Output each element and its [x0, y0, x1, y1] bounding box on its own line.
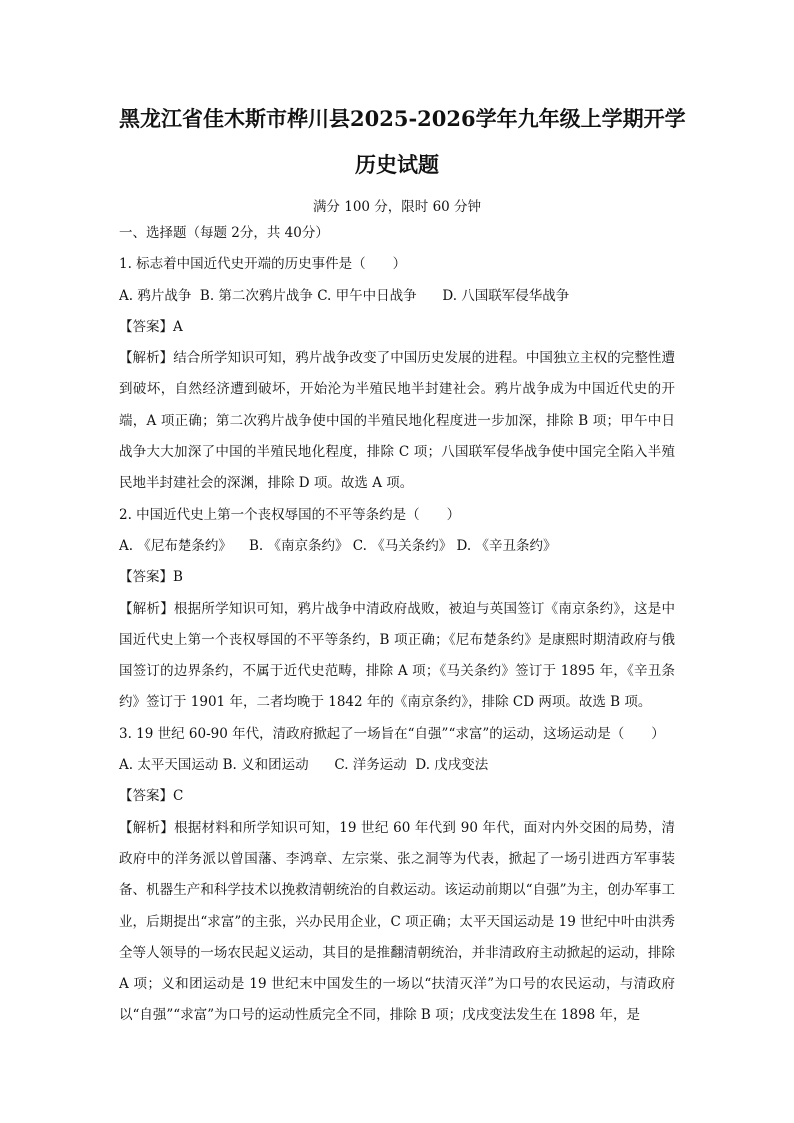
document-title-line-1: 黑龙江省佳木斯市桦川县2025-2026学年九年级上学期开学	[119, 106, 686, 131]
question-1	[119, 249, 675, 499]
section-heading: 一、选择题（每题 2分，共 40分）	[119, 225, 329, 241]
question-2	[119, 500, 675, 719]
question-options: A. 鸦片战争 B. 第二次鸦片战争 C. 甲午中日战争 D. 八国联军侵华战争	[119, 287, 570, 304]
document-title-line-2: 历史试题	[355, 152, 439, 177]
analysis: 【解析】结合所学知识可知，鸦片战争改变了中国历史发展的进程。中国独立主权的完整性遭到破坏，自然经济遭到破坏，开始沦为半殖民地半封建社会。鸦片战争成为中国近代史的开端，A 项正确；第二次鸦片战争使中国的半殖民地化程度进一步加深，排除 B 项；甲午中日战争大大加深了中国的半殖民地化程度，排除 C 项；八国联军侵华战争使中国完全陷入半殖民地半封建社会的深渊，排除 D 项。故选 A 项。	[119, 350, 675, 492]
question-stem: 1. 标志着中国近代史开端的历史事件是（ ）	[119, 256, 407, 273]
question-stem: 3. 19 世纪 60-90 年代，清政府掀起了一场旨在“自强”“求富”的运动，这场运动是（ ）	[119, 725, 665, 742]
answer: 【答案】B	[119, 569, 183, 586]
question-options: A. 太平天国运动 B. 义和团运动 C. 洋务运动 D. 戊戌变法	[119, 757, 489, 774]
analysis: 【解析】根据所学知识可知，鸦片战争中清政府战败，被迫与英国签订《南京条约》，这是中国近代史上第一个丧权辱国的不平等条约，B 项正确；《尼布楚条约》是康熙时期清政府与俄国签订的边界条约，不属于近代史范畴，排除 A 项；《马关条约》签订于 1895 年，《辛丑条约》签订于 1901 年，二者均晚于 1842 年的《南京条约》，排除 CD 两项。故选 B 项。	[119, 600, 675, 711]
answer: 【答案】A	[119, 318, 183, 335]
question-stem: 2. 中国近代史上第一个丧权辱国的不平等条约是（ ）	[119, 506, 461, 523]
question-options: A. 《尼布楚条约》 B. 《南京条约》 C. 《马关条约》 D. 《辛丑条约》	[119, 537, 557, 554]
question-3	[119, 719, 675, 1032]
answer: 【答案】C	[119, 788, 184, 805]
analysis: 【解析】根据材料和所学知识可知，19 世纪 60 年代到 90 年代，面对内外交困的局势，清政府中的洋务派以曾国藩、李鸿章、左宗棠、张之洞等为代表，掀起了一场引进西方军事装备、机器生产和科学技术以挽救清朝统治的自救运动。该运动前期以“自强”为主，创办军事工业，后期提出“求富”的主张，兴办民用企业，C 项正确；太平天国运动是 19 世纪中叶由洪秀全等人领导的一场农民起义运动，其目的是推翻清朝统治，并非清政府主动掀起的运动，排除 A 项；义和团运动是 19 世纪末中国发生的一场以“扶清灭洋”为口号的农民运动，与清政府以“自强”“求富”为口号的运动性质完全不同，排除 B 项；戊戌变法发生在 1898 年，是	[119, 819, 675, 1024]
score-time-note: 满分 100 分，限时 60 分钟	[312, 199, 482, 215]
